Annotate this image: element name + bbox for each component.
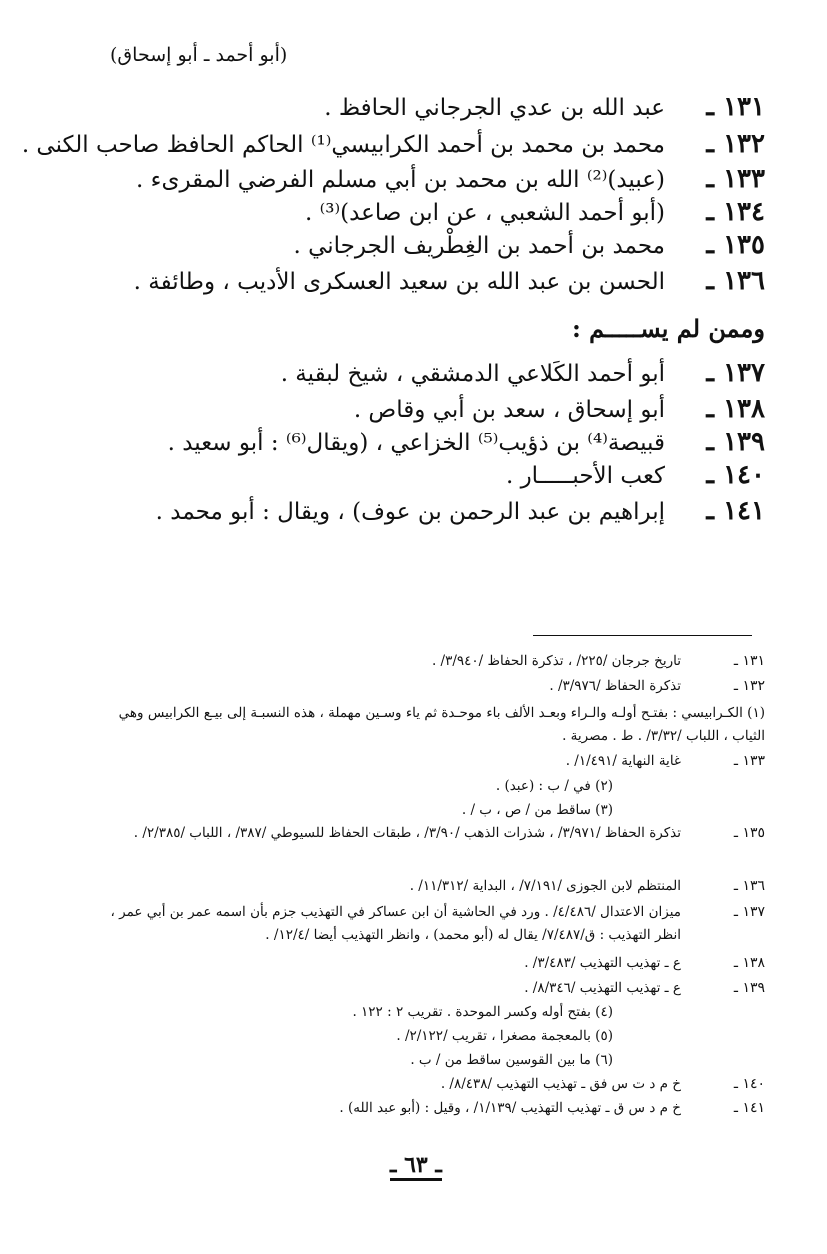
entry-number: ١٣٤ ـ <box>706 197 765 227</box>
entry-134 <box>60 197 765 227</box>
footnote-note <box>110 775 765 797</box>
footnote-number: ١٣٥ ـ <box>733 825 765 841</box>
entry-text: كعب الأحبـــــار . <box>505 463 665 489</box>
footnote-number: ١٣١ ـ <box>733 653 765 669</box>
footnote-text: ع ـ تهذيب التهذيب /٣/٤٨٣/ . <box>524 955 681 971</box>
footnote-text: تذكرة الحفاظ /٣/٩٧١/ ، شذرات الذهب /٣/٩٠/ ، طبقات الحفاظ للسيوطي /٣٨٧/ ، اللباب /٢/٣٨٥/ . <box>133 825 681 841</box>
entry-number: ١٤١ ـ <box>706 496 765 526</box>
entry-133 <box>60 164 765 194</box>
entry-139 <box>60 427 765 457</box>
entry-136 <box>60 266 765 296</box>
entry-138 <box>60 394 765 424</box>
footnote-number: ١٣٨ ـ <box>733 955 765 971</box>
footnote-text: المنتظم لابن الجوزى /٧/١٩١/ ، البداية /١١/٣١٢/ . <box>409 878 681 894</box>
footnote-text: غاية النهاية /١/٤٩١/ . <box>565 753 681 769</box>
entry-number: ١٣٦ ـ <box>706 266 765 296</box>
entry-text: الحسن بن عبد الله بن سعيد العسكرى الأديب ، وطائفة . <box>133 269 665 295</box>
footnote <box>110 952 765 974</box>
footnote-text: تذكرة الحفاظ /٣/٩٧٦/ . <box>549 678 681 694</box>
entry-text: محمد بن أحمد بن الغِطْريف الجرجاني . <box>293 233 665 259</box>
footnote-number: ١٤٠ ـ <box>733 1076 765 1092</box>
entry-text: (أبو أحمد الشعبي ، عن ابن صاعد)⁽³⁾ . <box>304 200 665 226</box>
footnote-note <box>110 702 765 748</box>
running-header: (أبو أحمد ـ أبو إسحاق) <box>110 44 288 66</box>
entry-number: ١٣٨ ـ <box>706 394 765 424</box>
entry-137 <box>60 358 765 388</box>
entry-text: أبو أحمد الكَلاعي الدمشقي ، شيخ لبقية . <box>280 361 665 387</box>
entry-number: ١٣١ ـ <box>706 92 765 122</box>
entry-text: إبراهيم بن عبد الرحمن بن عوف) ، ويقال : أبو محمد . <box>155 499 665 525</box>
footnote <box>110 977 765 999</box>
footnote-text: (٦) ما بين القوسين ساقط من / ب . <box>410 1052 613 1068</box>
entry-text: (عبيد)⁽²⁾ الله بن محمد بن أبي مسلم الفرضي المقرىء . <box>136 167 665 193</box>
footnote <box>110 1097 765 1119</box>
entry-text: قبيصة⁽⁴⁾ بن ذؤيب⁽⁵⁾ الخزاعي ، (ويقال⁽⁶⁾ : أبو سعيد . <box>167 430 665 456</box>
footnote <box>110 675 765 697</box>
footnote <box>110 650 765 672</box>
footnote-text: (٣) ساقط من / ص ، ب / . <box>461 802 613 818</box>
footnote-note <box>110 799 765 821</box>
footnote <box>110 901 765 947</box>
page-number-text: ـ ٦٣ ـ <box>390 1152 442 1181</box>
footnote-note <box>110 1049 765 1071</box>
entry-140 <box>60 460 765 490</box>
entry-text: عبد الله بن عدي الجرجاني الحافظ . <box>324 95 665 121</box>
entry-text: محمد بن محمد بن أحمد الكرابيسي⁽¹⁾ الحاكم الحافظ صاحب الكنى . <box>21 132 665 158</box>
footnote-text: (١) الكـرابيسي : بفتـح أولـه والـراء وبعـد الألف باء موحـدة ثم ياء وسـين مهملة ، هذه النسبـة إلى بيـع الكرابيس وهي الثياب ، اللباب /٣/٣٢/ . ط . مصرية . <box>118 705 765 744</box>
footnote <box>110 750 765 772</box>
section-title: وممن لم يســـــم : <box>571 314 765 343</box>
page-number <box>390 1152 442 1178</box>
footnote-divider <box>533 635 752 636</box>
entry-141 <box>60 496 765 526</box>
entry-text: أبو إسحاق ، سعد بن أبي وقاص . <box>353 397 665 423</box>
footnote-number: ١٣٢ ـ <box>733 678 765 694</box>
footnote-text: (٢) في / ب : (عبد) . <box>495 778 613 794</box>
footnote-text: تاريخ جرجان /٢٢٥/ ، تذكرة الحفاظ /٣/٩٤٠/ . <box>431 653 681 669</box>
footnote-text: (٥) بالمعجمة مصغرا ، تقريب /٢/١٢٢/ . <box>396 1028 613 1044</box>
footnote-text: (٤) بفتح أوله وكسر الموحدة . تقريب ٢ : ١٢٢ . <box>352 1004 613 1020</box>
footnote-text: ع ـ تهذيب التهذيب /٨/٣٤٦/ . <box>524 980 681 996</box>
footnote-number: ١٣٣ ـ <box>733 753 765 769</box>
entry-131 <box>60 92 765 122</box>
footnote <box>110 1073 765 1095</box>
entry-number: ١٣٢ ـ <box>706 129 765 159</box>
entry-number: ١٣٣ ـ <box>706 164 765 194</box>
footnote <box>110 875 765 897</box>
footnote <box>110 822 765 845</box>
footnote-text: خ م د ت س فق ـ تهذيب التهذيب /٨/٤٣٨/ . <box>440 1076 681 1092</box>
footnote-number: ١٤١ ـ <box>733 1100 765 1116</box>
entry-number: ١٣٥ ـ <box>706 230 765 260</box>
footnote-number: ١٣٩ ـ <box>733 980 765 996</box>
entry-number: ١٣٧ ـ <box>706 358 765 388</box>
footnote-note <box>110 1025 765 1047</box>
entry-135 <box>60 230 765 260</box>
footnote-number: ١٣٦ ـ <box>733 878 765 894</box>
entry-132 <box>21 129 765 159</box>
footnote-text: خ م د س ق ـ تهذيب التهذيب /١/١٣٩/ ، وقيل : (أبو عبد الله) . <box>339 1100 681 1116</box>
footnote-note <box>110 1001 765 1023</box>
entry-number: ١٣٩ ـ <box>706 427 765 457</box>
entry-number: ١٤٠ ـ <box>706 460 765 490</box>
footnote-number: ١٣٧ ـ <box>733 904 765 920</box>
footnote-text: ميزان الاعتدال /٤/٤٨٦/ . ورد في الحاشية أن ابن عساكر في التهذيب جزم بأن اسمه عمر بن أبي عمر ، انظر التهذيب : ق/٧/٤٨٧/ يقال له (أبو محمد) ، وانظر التهذيب أيضا /١٢/٤/ . <box>110 904 681 943</box>
